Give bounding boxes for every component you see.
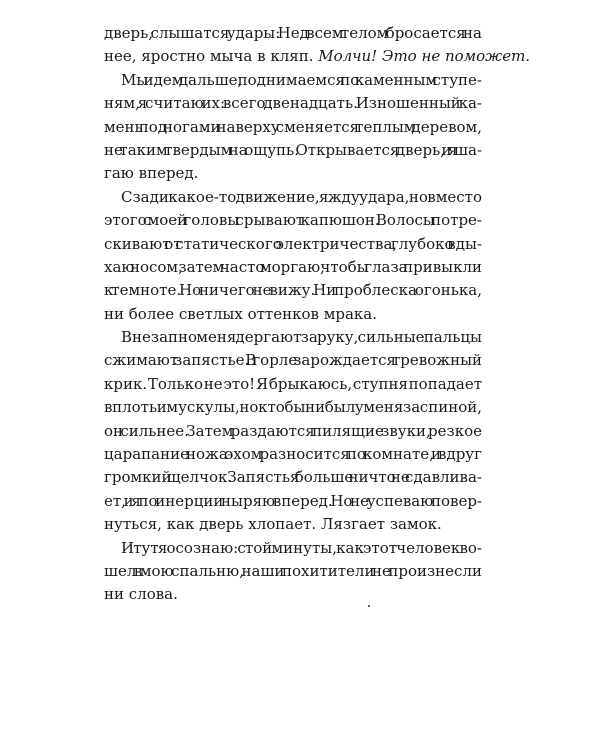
text-line: нуться, как дверь хлопает. Лязгает замок.: [104, 515, 442, 534]
text-line: ет, и я по инерции ныряю вперед. Но не успеваю повер-: [104, 491, 482, 510]
text-line: в плоть и мускулы, но кто бы ни был у меня за спиной,: [104, 398, 482, 417]
text-line: хаю носом, затем часто моргаю, чтобы глаза привыкли: [104, 257, 482, 276]
text-line: И тут я осознаю: с той минуты, как этот человек во-: [121, 538, 482, 557]
text-line: этого с моей головы срывают капюшон. Волосы потре-: [104, 211, 482, 230]
text-line: Внезапно меня дергают за руку, сильные пальцы: [121, 328, 482, 347]
text-line: мень под ногами наверху сменяется теплым деревом,: [104, 117, 482, 136]
text-line: скивают от статического электричества, глубоко вды-: [104, 234, 482, 253]
text-line: гаю вперед.: [104, 164, 199, 183]
text-line: к темноте. Но ничего не вижу. Ни проблеска огонька,: [104, 281, 482, 300]
italic-thought: Молчи! Это не поможет.: [318, 47, 531, 66]
text-line: дверь, слышатся удары: Нед всем телом бросается на: [104, 24, 482, 42]
text-line: ням, я считаю их: всего двенадцать. Изношенный ка-: [104, 94, 482, 113]
text-segment: нее, яростно мыча в кляп.: [104, 47, 319, 66]
text-line: громкий щелчок. Запястья больше ничто не сдавлива-: [104, 468, 482, 487]
text-line: сжимают запястье. В горле зарождается тревожный: [104, 351, 482, 370]
print-speck: [368, 605, 370, 607]
text-line: не таким твердым на ощупь. Открывается дверь, и я ша-: [104, 140, 482, 159]
text-line: [104, 45, 531, 68]
text-line: Сзади какое-то движение, я жду удара, но вместо: [121, 187, 482, 206]
text-line: ни более светлых оттенков мрака.: [104, 304, 378, 323]
text-line: царапание ножа эхом разносится по комнате, и вдруг: [104, 445, 482, 464]
body-text: [104, 22, 531, 607]
text-line: крик. Только не это! Я брыкаюсь, ступня попадает: [104, 374, 482, 393]
text-line: ни слова.: [104, 585, 178, 604]
text-line: шел в мою спальню, наши похитители не произнесли: [104, 561, 482, 580]
text-line: он сильнее. Затем раздаются пилящие звуки, резкое: [104, 421, 482, 440]
text-line: Мы идем дальше, поднимаемся по каменным ступе-: [121, 70, 482, 89]
